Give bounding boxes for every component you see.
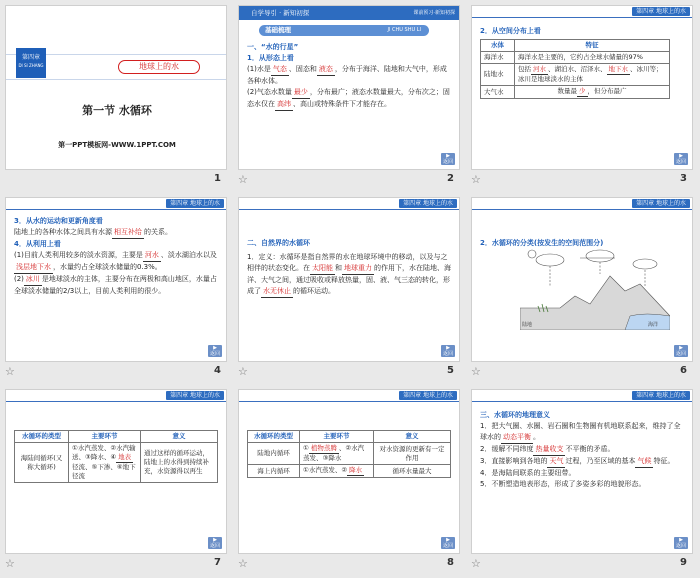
- chapter-tag: 第四章 地球上的水: [399, 199, 457, 208]
- star-icon: ☆: [238, 557, 248, 570]
- heading-sub: 1．从形态上看: [247, 54, 294, 62]
- heading-main: 一、“水的行星”: [247, 43, 299, 51]
- answer-blank: 液态: [317, 64, 335, 76]
- chapter-tag: 第四章 地球上的水: [632, 7, 690, 16]
- corner-nav-icon: ▶ 返回: [442, 153, 453, 165]
- heading: 三、水循环的地理意义: [480, 411, 550, 419]
- table-header: 主要环节: [300, 431, 374, 443]
- slide-thumb-3[interactable]: [466, 0, 699, 192]
- slide-number: 1: [214, 173, 221, 184]
- heading: 二、自然界的水循环: [247, 239, 310, 247]
- cloud-icon: [633, 259, 657, 269]
- answer-blank: 高纬: [275, 99, 293, 111]
- slide-thumb-2[interactable]: [233, 0, 466, 192]
- answer-blank: 太阳能: [310, 263, 335, 275]
- answer-blank: 降水: [349, 466, 363, 474]
- answer-blank: 动态平衡: [501, 432, 533, 444]
- slide-2: [238, 5, 460, 170]
- slide-6: [471, 197, 693, 362]
- slide-3-body: [480, 26, 684, 99]
- slide-7: [5, 389, 227, 554]
- slide-header: [472, 198, 693, 210]
- table-header: 水循环的类型: [248, 431, 300, 443]
- list-item: 5．不断塑造地表形态，形成了多姿多彩的地貌形态。: [480, 480, 646, 488]
- slide-9-body: 三、水循环的地理意义 1．把大气圈、水圈、岩石圈和生物圈有机地联系起来，维持了全球水的 动态平衡 。 2．缓解不同纬度 热量收支 不平衡的矛盾。 3．直接影响到各地的 天气 过程，乃至区域的基本 气候 特征。 4．是海陆间联系的主要纽带。 5．不断塑造地表形态，形成了多姿多彩的地貌形态。: [480, 410, 684, 490]
- answer-blank: 河水: [143, 250, 161, 262]
- slide-number: 8: [447, 557, 454, 568]
- corner-nav-icon: ▶ 返回: [675, 153, 686, 165]
- chapter-title: 地球上的水: [118, 60, 200, 74]
- label-sea: 海洋: [648, 322, 659, 328]
- table-header: 水体: [481, 40, 515, 52]
- corner-nav-icon: ▶ 返回: [675, 537, 686, 549]
- pill-pinyin: JI CHU SHU LI: [387, 27, 421, 33]
- slide-thumb-1[interactable]: [0, 0, 233, 192]
- slide-5-body: 二、自然界的水循环 1．定义：水循环是指自然界的水在地球环境中的移动，以及与之相伴的状态变化。在 太阳能 和 地球重力 的作用下，水在陆地、海洋、大气之间，通过吸收或释放热量，固、液、气三态的转化，形成了 水无休止 的循环运动。: [247, 238, 451, 298]
- answer-blank: 最少: [292, 87, 310, 99]
- water-body-table: [480, 39, 670, 99]
- star-icon: ☆: [5, 365, 15, 378]
- answer-blank: 天气: [547, 456, 565, 468]
- slide-header: [239, 390, 460, 402]
- chapter-tag: 第四章 地球上的水: [166, 391, 224, 400]
- answer-blank: 热量收支: [533, 444, 565, 456]
- slide-number: 2: [447, 173, 454, 184]
- heading: 4．从利用上看: [14, 240, 61, 248]
- summary-pill: [259, 25, 429, 36]
- star-icon: ☆: [238, 365, 248, 378]
- cloud-icon: [536, 254, 564, 266]
- corner-nav-icon: ▶ 返回: [675, 345, 686, 357]
- answer-blank: 浅层地下水: [14, 262, 53, 274]
- slide-8: [238, 389, 460, 554]
- slide-5: [238, 197, 460, 362]
- slide-number: 6: [680, 365, 687, 376]
- table-row: 海洋水 海洋水是主要的，它约占全球水储量的97%: [481, 52, 670, 64]
- rain-lines: [550, 262, 645, 286]
- corner-nav-icon: ▶ 返回: [442, 345, 453, 357]
- slide-1: [5, 5, 227, 170]
- slide-number: 9: [680, 557, 687, 568]
- answer-blank: 植物蒸腾: [310, 444, 337, 452]
- slide-header: [6, 390, 227, 402]
- star-icon: ☆: [238, 173, 248, 186]
- para-2: (2)气态水数量 最少 ，分布最广；液态水数量最大，分布次之；固态水仅在 高纬 、高山或特殊条件下才能存在。: [247, 87, 451, 111]
- slide-thumb-6[interactable]: [466, 192, 699, 384]
- site-credit: 第一PPT模板网-WWW.1PPT.COM: [58, 141, 176, 149]
- table-row: 陆地水 包括 河水 、湖泊水、沼泽水、 地下水 、冰川等；冰川是地球淡水的主体: [481, 64, 670, 86]
- slide-thumb-7[interactable]: [0, 384, 233, 576]
- table-header: 水循环的类型: [15, 431, 69, 443]
- slide-header: [239, 198, 460, 210]
- list-item: 4．是海陆间联系的主要纽带。: [480, 469, 576, 477]
- table-row: 陆地内循环 ① 植物蒸腾 、②水汽蒸发、③降水 对水资源的更新有一定作用: [248, 443, 451, 465]
- water-cycle-diagram: [520, 246, 670, 330]
- slide-number: 7: [214, 557, 221, 568]
- slide-9: [471, 389, 693, 554]
- bar-right: 课前预习·新知初探: [413, 10, 455, 16]
- star-icon: ☆: [471, 557, 481, 570]
- star-icon: ☆: [5, 557, 15, 570]
- answer-blank: 少: [579, 87, 586, 95]
- slide-3: [471, 5, 693, 170]
- section-bar: [239, 6, 460, 20]
- chapter-pinyin: DI SI ZHANG: [18, 63, 44, 68]
- chapter-tag: 第四章 地球上的水: [166, 199, 224, 208]
- label-land: 陆地: [522, 322, 533, 328]
- bar-label: 自学导引 · 新知初探: [251, 9, 310, 17]
- pill-label: 基础梳理: [265, 26, 291, 34]
- chapter-tag: 第四章 地球上的水: [632, 391, 690, 400]
- chapter-tag: 第四章 地球上的水: [399, 391, 457, 400]
- heading: 2．水循环的分类(按发生的空间范围分): [480, 239, 604, 247]
- heading: 2．从空间分布上看: [480, 27, 541, 35]
- table-header: 意义: [141, 431, 218, 443]
- answer-blank: 相互补给: [112, 227, 144, 239]
- corner-nav-icon: ▶ 返回: [442, 537, 453, 549]
- heading: 3．从水的运动和更新角度看: [14, 217, 103, 225]
- answer-blank: 地球重力: [342, 263, 374, 275]
- slide-number: 4: [214, 365, 221, 376]
- slide-header: [6, 198, 227, 210]
- sun-icon: [528, 250, 536, 258]
- table-row: 海陆间循环(又称大循环) ①水汽蒸发、②水汽输送、③降水、④ 地表径流、⑤下渗、⑥地下径流 通过这样的循环运动，陆地上的水得到持续补充，水资源得以再生: [15, 443, 218, 483]
- slide-thumb-9[interactable]: [466, 384, 699, 576]
- table-header: 主要环节: [69, 431, 141, 443]
- answer-blank: 气态: [271, 64, 289, 76]
- answer-blank: 地下水: [608, 65, 628, 73]
- slide-thumb-4[interactable]: [0, 192, 233, 384]
- answer-blank: 地表: [118, 453, 132, 461]
- slide-thumb-5[interactable]: [233, 192, 466, 384]
- slide-number: 3: [680, 173, 687, 184]
- para-1: (1)水是 气态 、固态和 液态 ，分布于海洋、陆地和大气中，形成各种水体。: [247, 65, 447, 85]
- cycle-table: [247, 430, 451, 478]
- table-row: 海上内循环 ①水汽蒸发、② 降水 循环水量最大: [248, 465, 451, 478]
- chapter-tag: 第四章 地球上的水: [632, 199, 690, 208]
- cloud-icon: [586, 250, 614, 262]
- slide-thumb-8[interactable]: [233, 384, 466, 576]
- star-icon: ☆: [471, 365, 481, 378]
- slide-number: 5: [447, 365, 454, 376]
- slide-4-body: 3．从水的运动和更新角度看 陆地上的各种水体之间具有水源 相互补给 的关系。 4．从利用上看 (1)目前人类利用较多的淡水资源，主要是 河水 、淡水湖泊水以及浅层地下水 ，水量约占全球淡水储量的0.3%。 (2) 冰川 是地球淡水的主体，主要分布在两极和高山地区，水量占全球淡水储量的2/3以上，目前人类利用的很少。: [14, 217, 217, 295]
- table-row: 大气水 数量最 少 ，但分布最广: [481, 86, 670, 99]
- table-header: 意义: [374, 431, 451, 443]
- slide-2-body: [247, 42, 451, 111]
- chapter-badge: [16, 48, 46, 78]
- slide-header: [472, 6, 693, 18]
- slide-header: [472, 390, 693, 402]
- answer-blank: 水无休止: [261, 286, 293, 298]
- slide-4: [5, 197, 227, 362]
- section-title: 第一节 水循环: [82, 104, 152, 117]
- chapter-label: 第四章: [21, 54, 40, 61]
- star-icon: ☆: [471, 173, 481, 186]
- table-header: 特征: [515, 40, 670, 52]
- answer-blank: 河水: [533, 65, 546, 73]
- corner-nav-icon: ▶ 返回: [209, 537, 220, 549]
- cycle-table: [14, 430, 218, 483]
- answer-blank: 冰川: [24, 274, 42, 286]
- answer-blank: 气候: [635, 456, 653, 468]
- corner-nav-icon: ▶ 返回: [209, 345, 220, 357]
